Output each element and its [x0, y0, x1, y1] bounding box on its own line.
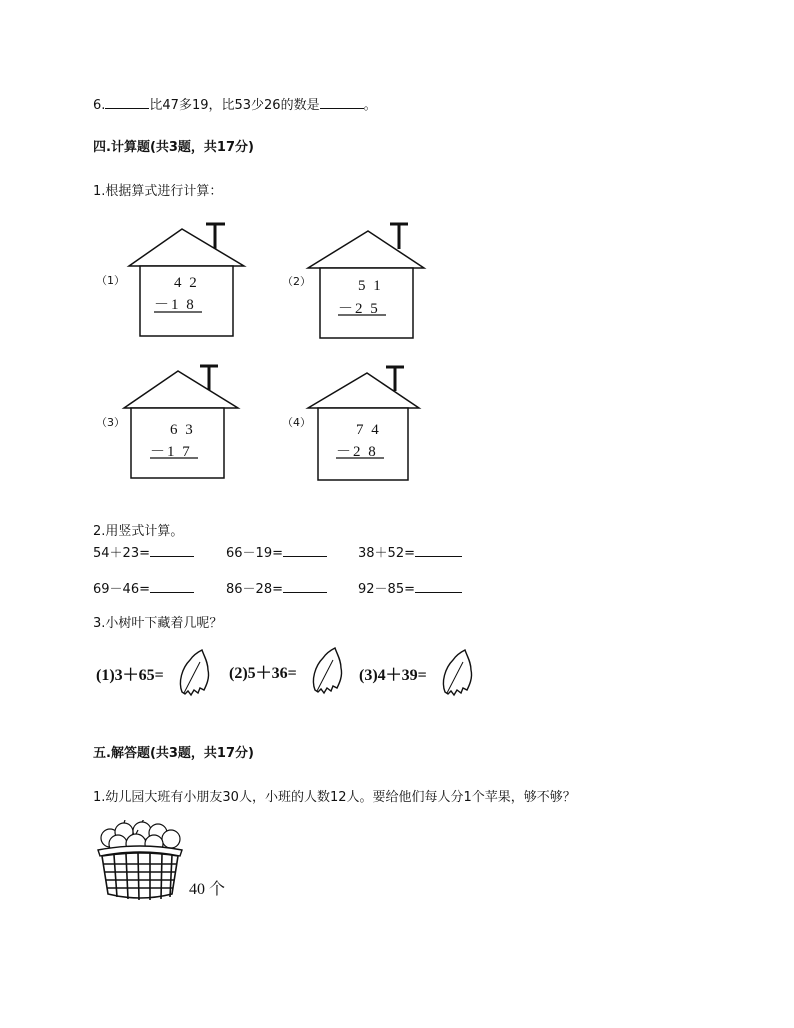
leaf-problem-2 [229, 646, 349, 698]
house-label: （2） [282, 275, 311, 288]
equation: 54＋23= [93, 546, 150, 561]
section-heading: 五.解答题(共3题，共17分) [93, 746, 254, 761]
question-prompt: 1.幼儿园大班有小朋友30人，小班的人数12人。要给他们每人分1个苹果，够不够？ [93, 790, 576, 805]
house-problem-2 [280, 216, 440, 341]
answer-blank[interactable] [283, 580, 327, 593]
equation: 86－28= [226, 582, 283, 597]
subtrahend: －1 8 [154, 297, 196, 313]
vertical-calc-item [358, 542, 462, 561]
leaf-problem-1 [96, 648, 216, 700]
equation: 92－85= [358, 582, 415, 597]
vertical-calc-item [358, 578, 462, 597]
question-prompt: 2.用竖式计算。 [93, 524, 184, 539]
question-prompt: 1.根据算式进行计算： [93, 184, 223, 199]
answer-blank[interactable] [150, 544, 194, 557]
question-6-text: 比47多19，比53少26的数是 [149, 98, 320, 113]
house-label: （4） [282, 416, 311, 429]
minuend: 7 4 [356, 422, 381, 438]
question-6-number: 6. [93, 98, 106, 113]
question-6-end: 。 [363, 98, 377, 113]
subtrahend: －1 7 [150, 444, 192, 460]
minuend: 4 2 [174, 275, 199, 291]
question-6 [93, 94, 377, 113]
answer-blank[interactable] [320, 96, 364, 109]
question-prompt: 3.小树叶下藏着几呢？ [93, 616, 223, 631]
answer-blank[interactable] [415, 544, 462, 557]
subtrahend: －2 5 [338, 301, 380, 317]
equation: (3)4＋39= [359, 667, 427, 684]
leaf-icon[interactable] [439, 648, 475, 698]
house-label: （3） [96, 416, 125, 429]
leaf-problem-3 [359, 648, 489, 700]
answer-blank[interactable] [105, 96, 149, 109]
minuend: 6 3 [170, 422, 195, 438]
apple-basket-icon [94, 820, 186, 902]
equation: 38＋52= [358, 546, 415, 561]
house-problem-4 [280, 358, 440, 483]
answer-blank[interactable] [150, 580, 194, 593]
equation: (2)5＋36= [229, 665, 297, 682]
house-label: （1） [96, 274, 125, 287]
basket-count-label: 40 个 [189, 881, 226, 898]
leaf-icon[interactable] [309, 646, 345, 696]
answer-blank[interactable] [415, 580, 462, 593]
subtrahend: －2 8 [336, 444, 378, 460]
leaf-icon[interactable] [176, 648, 212, 698]
equation: (1)3＋65= [96, 667, 164, 684]
house-problem-3 [94, 358, 254, 483]
vertical-calc-item [93, 578, 194, 597]
vertical-calc-item [93, 542, 194, 561]
answer-blank[interactable] [283, 544, 327, 557]
vertical-calc-item [226, 542, 327, 561]
minuend: 5 1 [358, 278, 383, 294]
equation: 66－19= [226, 546, 283, 561]
section-heading: 四.计算题(共3题，共17分) [93, 140, 254, 155]
equation: 69－46= [93, 582, 150, 597]
house-problem-1 [94, 216, 254, 341]
vertical-calc-item [226, 578, 327, 597]
